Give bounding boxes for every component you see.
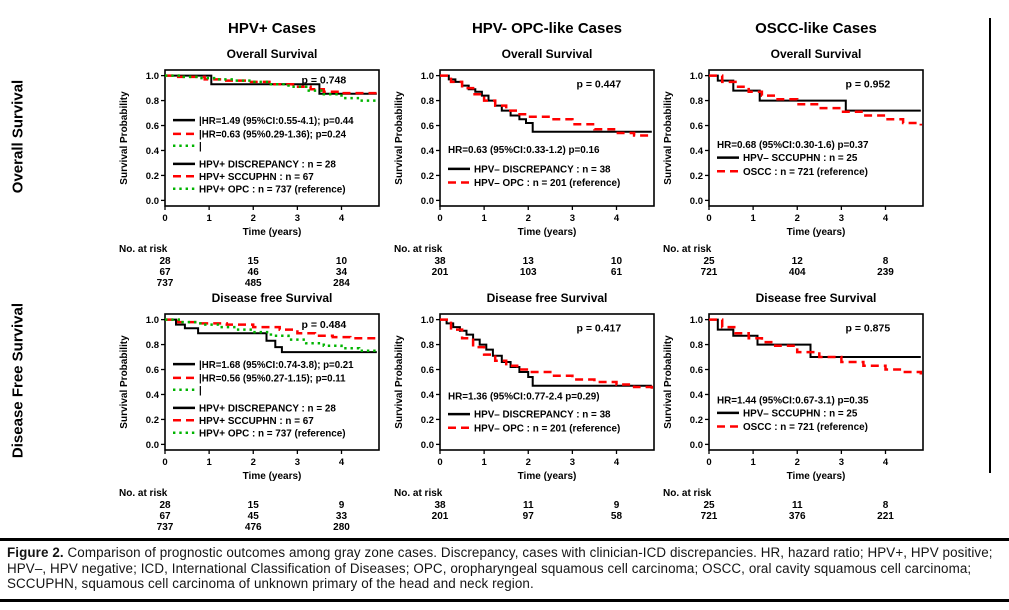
panel-title: Overall Survival bbox=[501, 47, 593, 61]
km-panel-hpv-pos-disease-free-survival bbox=[115, 288, 415, 538]
at-risk-value: 476 bbox=[244, 522, 262, 533]
legend-entry: HPV+ OPC : n = 737 (reference) bbox=[199, 428, 346, 440]
x-tick-label: 4 bbox=[882, 213, 889, 224]
x-tick-label: 4 bbox=[613, 213, 620, 224]
y-axis-label: Survival Probability bbox=[119, 335, 130, 429]
x-tick-label: 4 bbox=[613, 457, 620, 468]
x-tick-label: 0 bbox=[706, 213, 712, 224]
at-risk-label: No. at risk bbox=[119, 244, 168, 255]
y-tick-label: 0.8 bbox=[689, 339, 703, 351]
legend-entry: HPV– SCCUPHN : n = 25 bbox=[743, 408, 858, 420]
row-label: Overall Survival bbox=[9, 79, 27, 194]
x-tick-label: 0 bbox=[706, 457, 712, 468]
y-tick-label: 0.2 bbox=[689, 170, 703, 182]
y-tick-label: 0.8 bbox=[145, 95, 159, 107]
at-risk-value: 11 bbox=[791, 500, 803, 511]
y-tick-label: 0.2 bbox=[689, 414, 703, 426]
km-plot-svg bbox=[115, 288, 415, 538]
x-tick-label: 1 bbox=[750, 213, 756, 224]
hr-annotation: HR=0.68 (95%CI:0.30-1.6) p=0.37 bbox=[717, 140, 869, 152]
y-tick-label: 0.6 bbox=[420, 364, 434, 376]
x-axis-label: Time (years) bbox=[786, 471, 846, 482]
p-value-label: p = 0.484 bbox=[301, 319, 347, 332]
p-value-label: p = 0.447 bbox=[576, 78, 622, 91]
x-tick-label: 3 bbox=[838, 457, 845, 468]
at-risk-value: 404 bbox=[788, 267, 806, 278]
y-tick-label: 0.4 bbox=[145, 145, 159, 157]
x-tick-label: 3 bbox=[294, 457, 301, 468]
at-risk-label: No. at risk bbox=[663, 488, 712, 499]
row-label: Disease Free Survival bbox=[9, 302, 27, 459]
hr-annotation: |HR=1.68 (95%CI:0.74-3.8); p=0.21 bbox=[199, 359, 354, 371]
x-tick-label: 2 bbox=[250, 457, 256, 468]
y-tick-label: 0.6 bbox=[420, 120, 434, 132]
y-tick-label: 0.8 bbox=[145, 339, 159, 351]
at-risk-value: 25 bbox=[703, 500, 715, 511]
panel-title: Disease free Survival bbox=[211, 291, 333, 305]
y-tick-label: 1.0 bbox=[145, 71, 159, 83]
x-tick-label: 0 bbox=[437, 457, 443, 468]
y-tick-label: 0.2 bbox=[145, 170, 159, 182]
x-tick-label: 0 bbox=[162, 213, 168, 224]
at-risk-value: 38 bbox=[434, 500, 446, 511]
y-axis-label: Survival Probability bbox=[119, 91, 130, 185]
x-axis-label: Time (years) bbox=[517, 227, 577, 238]
y-tick-label: 0.2 bbox=[420, 414, 434, 426]
at-risk-value: 721 bbox=[700, 511, 718, 522]
km-plot-svg bbox=[115, 44, 415, 294]
at-risk-value: 10 bbox=[610, 256, 623, 267]
legend-entry: OSCC : n = 721 (reference) bbox=[743, 422, 868, 434]
y-tick-label: 0.2 bbox=[145, 414, 159, 426]
km-plot-svg bbox=[659, 44, 959, 294]
panel-title: Overall Survival bbox=[226, 47, 318, 61]
legend-entry: OSCC : n = 721 (reference) bbox=[743, 166, 868, 178]
at-risk-value: 376 bbox=[788, 511, 806, 522]
at-risk-value: 34 bbox=[335, 267, 348, 278]
caption-label: Figure 2. bbox=[7, 545, 64, 560]
at-risk-value: 9 bbox=[613, 500, 620, 511]
p-value-label: p = 0.417 bbox=[576, 322, 622, 335]
at-risk-label: No. at risk bbox=[394, 244, 443, 255]
at-risk-value: 15 bbox=[247, 500, 259, 511]
panel-title: Disease free Survival bbox=[486, 291, 608, 305]
at-risk-value: 201 bbox=[431, 511, 449, 522]
at-risk-value: 9 bbox=[338, 500, 345, 511]
y-tick-label: 0.0 bbox=[420, 195, 434, 207]
y-axis-label: Survival Probability bbox=[663, 335, 674, 429]
x-tick-label: 4 bbox=[338, 457, 345, 468]
y-tick-label: 0.6 bbox=[145, 364, 159, 376]
y-tick-label: 0.4 bbox=[689, 389, 703, 401]
at-risk-label: No. at risk bbox=[119, 488, 168, 499]
at-risk-value: 38 bbox=[434, 256, 446, 267]
legend-entry: HPV+ OPC : n = 737 (reference) bbox=[199, 184, 346, 196]
at-risk-value: 67 bbox=[159, 267, 171, 278]
y-tick-label: 0.6 bbox=[689, 364, 703, 376]
y-tick-label: 0.0 bbox=[689, 439, 703, 451]
at-risk-value: 61 bbox=[610, 267, 623, 278]
at-risk-value: 33 bbox=[335, 511, 348, 522]
y-tick-label: 0.4 bbox=[420, 389, 434, 401]
p-value-label: p = 0.748 bbox=[301, 74, 347, 87]
at-risk-value: 15 bbox=[247, 256, 259, 267]
x-tick-label: 1 bbox=[481, 457, 487, 468]
y-tick-label: 0.6 bbox=[689, 120, 703, 132]
at-risk-value: 284 bbox=[333, 278, 350, 289]
legend-entry: HPV– SCCUPHN : n = 25 bbox=[743, 153, 858, 165]
at-risk-value: 737 bbox=[156, 522, 174, 533]
hr-annotation: |HR=0.56 (95%0.27-1.15); p=0.11 bbox=[199, 373, 346, 385]
legend-entry: HPV+ DISCREPANCY : n = 28 bbox=[199, 159, 336, 171]
legend-entry: HPV+ SCCUPHN : n = 67 bbox=[199, 415, 314, 427]
at-risk-value: 45 bbox=[247, 511, 259, 522]
km-panel-oscc-like-overall-survival bbox=[659, 44, 959, 294]
caption-text: Comparison of prognostic outcomes among gray zone cases. Discrepancy, cases with clinician-ICD discrepancies. HR, hazard ratio; HPV+, HPV positive; HPV–, HPV negative; ICD, International Classification of Diseases; OPC, oropharyngeal squamous cell carcinoma; OSCC, oral cavity squamous cell carcinoma; SCCUPHN, squamous cell carcinoma of unknown primary of the head and neck region. bbox=[7, 545, 993, 592]
hr-annotation: | bbox=[199, 141, 202, 153]
at-risk-value: 485 bbox=[244, 278, 262, 289]
y-tick-label: 1.0 bbox=[145, 315, 159, 327]
legend-entry: HPV+ DISCREPANCY : n = 28 bbox=[199, 403, 336, 415]
y-tick-label: 0.0 bbox=[145, 195, 159, 207]
y-tick-label: 0.4 bbox=[689, 145, 703, 157]
column-title: OSCC-like Cases bbox=[755, 20, 877, 37]
hr-annotation: |HR=1.49 (95%CI:0.55-4.1); p=0.44 bbox=[199, 115, 354, 127]
km-plot-svg bbox=[390, 288, 690, 538]
hr-annotation: |HR=0.63 (95%0.29-1.36); p=0.24 bbox=[199, 129, 347, 141]
y-tick-label: 0.8 bbox=[420, 339, 434, 351]
at-risk-value: 28 bbox=[159, 500, 171, 511]
legend-entry: HPV+ SCCUPHN : n = 67 bbox=[199, 171, 314, 183]
separator-line bbox=[0, 538, 1009, 541]
x-tick-label: 1 bbox=[206, 213, 212, 224]
hr-annotation: HR=1.44 (95%CI:0.67-3.1) p=0.35 bbox=[717, 395, 869, 407]
legend-entry: HPV– OPC : n = 201 (reference) bbox=[474, 178, 621, 190]
y-tick-label: 1.0 bbox=[689, 71, 703, 83]
y-axis-label: Survival Probability bbox=[663, 91, 674, 185]
y-tick-label: 1.0 bbox=[420, 315, 434, 327]
at-risk-value: 10 bbox=[335, 256, 348, 267]
x-axis-label: Time (years) bbox=[517, 471, 577, 482]
legend-entry: HPV– DISCREPANCY : n = 38 bbox=[474, 164, 611, 176]
at-risk-value: 11 bbox=[522, 500, 534, 511]
x-tick-label: 1 bbox=[206, 457, 212, 468]
p-value-label: p = 0.875 bbox=[845, 322, 891, 335]
km-plot-svg bbox=[659, 288, 959, 538]
x-tick-label: 3 bbox=[569, 213, 576, 224]
y-tick-label: 0.4 bbox=[420, 145, 434, 157]
x-tick-label: 2 bbox=[525, 457, 531, 468]
x-tick-label: 2 bbox=[794, 213, 800, 224]
km-panel-hpv-neg-opc-overall-survival bbox=[390, 44, 690, 294]
at-risk-label: No. at risk bbox=[394, 488, 443, 499]
x-tick-label: 2 bbox=[794, 457, 800, 468]
p-value-label: p = 0.952 bbox=[845, 78, 891, 91]
y-tick-label: 0.8 bbox=[420, 95, 434, 107]
km-plot-svg bbox=[390, 44, 690, 294]
hr-annotation: HR=0.63 (95%CI:0.33-1.2) p=0.16 bbox=[448, 145, 600, 157]
bottom-rule bbox=[0, 599, 1009, 602]
x-tick-label: 0 bbox=[437, 213, 443, 224]
legend-entry: HPV– OPC : n = 201 (reference) bbox=[474, 423, 621, 435]
km-panel-hpv-neg-opc-disease-free-survival bbox=[390, 288, 690, 538]
at-risk-value: 737 bbox=[156, 278, 174, 289]
x-axis-label: Time (years) bbox=[242, 471, 302, 482]
hr-annotation: | bbox=[199, 385, 202, 397]
y-tick-label: 0.4 bbox=[145, 389, 159, 401]
panel-title: Disease free Survival bbox=[755, 291, 877, 305]
y-tick-label: 1.0 bbox=[420, 71, 434, 83]
at-risk-value: 221 bbox=[877, 511, 894, 522]
at-risk-value: 46 bbox=[247, 267, 259, 278]
x-tick-label: 0 bbox=[162, 457, 168, 468]
x-tick-label: 1 bbox=[481, 213, 487, 224]
figure-caption bbox=[7, 545, 1001, 592]
y-tick-label: 0.2 bbox=[420, 170, 434, 182]
hr-annotation: HR=1.36 (95%CI:0.77-2.4 p=0.29) bbox=[448, 391, 600, 403]
x-tick-label: 4 bbox=[882, 457, 889, 468]
x-tick-label: 3 bbox=[294, 213, 301, 224]
at-risk-value: 721 bbox=[700, 267, 718, 278]
at-risk-value: 13 bbox=[522, 256, 534, 267]
figure-right-border bbox=[989, 18, 991, 473]
at-risk-value: 12 bbox=[791, 256, 803, 267]
y-tick-label: 0.0 bbox=[420, 439, 434, 451]
at-risk-value: 25 bbox=[703, 256, 715, 267]
x-tick-label: 3 bbox=[569, 457, 576, 468]
y-axis-label: Survival Probability bbox=[394, 91, 405, 185]
y-tick-label: 0.8 bbox=[689, 95, 703, 107]
km-panel-oscc-like-disease-free-survival bbox=[659, 288, 959, 538]
at-risk-value: 28 bbox=[159, 256, 171, 267]
x-tick-label: 3 bbox=[838, 213, 845, 224]
at-risk-value: 239 bbox=[877, 267, 894, 278]
x-tick-label: 1 bbox=[750, 457, 756, 468]
y-tick-label: 1.0 bbox=[689, 315, 703, 327]
at-risk-value: 58 bbox=[610, 511, 623, 522]
x-axis-label: Time (years) bbox=[242, 227, 302, 238]
y-tick-label: 0.6 bbox=[145, 120, 159, 132]
at-risk-value: 8 bbox=[882, 256, 889, 267]
at-risk-value: 201 bbox=[431, 267, 449, 278]
panel-title: Overall Survival bbox=[770, 47, 862, 61]
legend-entry: HPV– DISCREPANCY : n = 38 bbox=[474, 409, 611, 421]
at-risk-value: 97 bbox=[522, 511, 534, 522]
at-risk-label: No. at risk bbox=[663, 244, 712, 255]
y-tick-label: 0.0 bbox=[145, 439, 159, 451]
at-risk-value: 103 bbox=[519, 267, 537, 278]
y-tick-label: 0.0 bbox=[689, 195, 703, 207]
x-axis-label: Time (years) bbox=[786, 227, 846, 238]
at-risk-value: 67 bbox=[159, 511, 171, 522]
x-tick-label: 4 bbox=[338, 213, 345, 224]
km-panel-hpv-pos-overall-survival bbox=[115, 44, 415, 294]
at-risk-value: 280 bbox=[333, 522, 350, 533]
column-title: HPV- OPC-like Cases bbox=[471, 20, 623, 37]
at-risk-value: 8 bbox=[882, 500, 889, 511]
y-axis-label: Survival Probability bbox=[394, 335, 405, 429]
x-tick-label: 2 bbox=[250, 213, 256, 224]
x-tick-label: 2 bbox=[525, 213, 531, 224]
column-title: HPV+ Cases bbox=[228, 20, 316, 37]
